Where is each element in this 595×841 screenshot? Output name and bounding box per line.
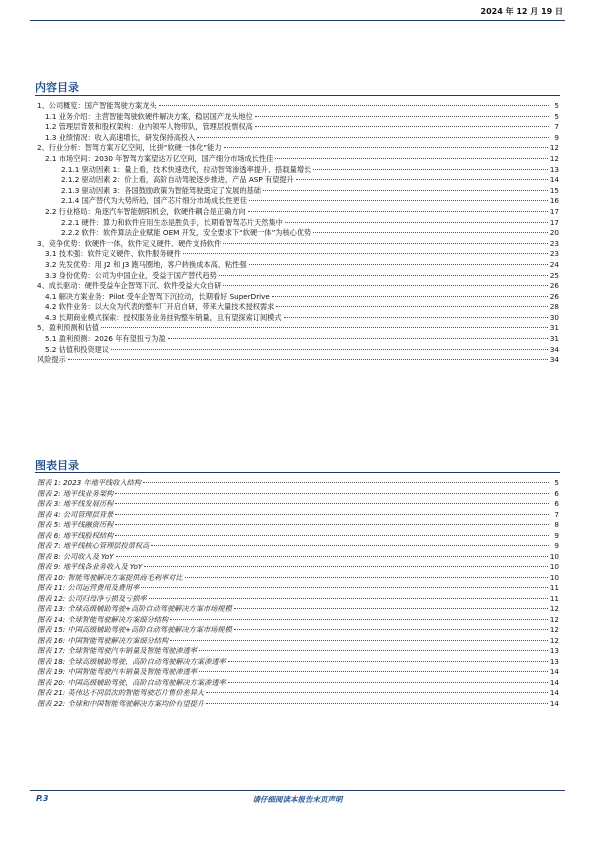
figure-entry-title: 图表 11: 公司运营费用及费用率 <box>37 583 140 592</box>
figure-entry-title: 图表 3: 地平线发展历程 <box>37 499 114 508</box>
toc-entry[interactable] <box>37 133 559 144</box>
toc-entry[interactable] <box>37 239 559 250</box>
toc-entry-title: 2.1 市场空间：2030 年智驾方案望达万亿空间，国产细分市场成长性佳 <box>45 153 274 163</box>
figure-entry-page: 13 <box>549 646 559 655</box>
figure-entry-title: 图表 5: 地平线融资历程 <box>37 520 114 529</box>
toc-entry[interactable] <box>37 355 559 366</box>
figure-entry-page: 7 <box>554 509 559 519</box>
toc-entry-page: 25 <box>549 270 559 280</box>
dot-leader <box>183 253 548 254</box>
figure-entry-title: 图表 16: 中国智能驾驶解决方案细分结构 <box>37 635 169 645</box>
dot-leader <box>115 503 549 504</box>
figure-entry[interactable] <box>37 531 559 542</box>
figure-entry-page: 12 <box>549 625 559 634</box>
dot-leader <box>248 211 548 212</box>
figure-entry-page: 9 <box>554 541 559 550</box>
figure-entry[interactable] <box>37 594 559 605</box>
dot-leader <box>170 640 548 641</box>
figure-entry-page: 11 <box>549 583 559 592</box>
toc-entry-title: 4.3 长期商业模式探索：授权服务业务挂钩整车销量，且有望探索订阅模式 <box>45 312 282 322</box>
figure-list <box>37 478 559 709</box>
figure-entry-title: 图表 22: 全球和中国智能驾驶解决方案均价有望提升 <box>37 698 205 708</box>
toc-title-divider <box>35 95 560 96</box>
figure-entry-title: 图表 18: 全球高级辅助驾驶、高阶自动驾驶解决方案渗透率 <box>37 656 226 666</box>
toc-entry-title: 2、行业分析：智驾方案万亿空间，比拼“软硬一体化”能力 <box>37 143 222 153</box>
dot-leader <box>141 587 547 588</box>
toc-entry-page: 31 <box>549 323 559 333</box>
toc-entry-title: 3.2 先发优势：用 J2 和 J3 跑马圈地，客户转换成本高、粘性强 <box>45 259 247 269</box>
figure-entry-title: 图表 20: 中国高级辅助驾驶、高阶自动驾驶解决方案渗透率 <box>37 677 226 687</box>
toc-entry[interactable] <box>37 196 559 207</box>
dot-leader <box>255 116 549 117</box>
toc-entry-title: 1.2 管理层背景和股权架构：业内领军人物带队，管理层投票权高 <box>45 122 253 132</box>
figure-entry-page: 5 <box>554 478 559 487</box>
figure-entry-title: 图表 14: 全球智能驾驶解决方案细分结构 <box>37 614 169 624</box>
figure-entry[interactable] <box>37 688 559 699</box>
figure-entry[interactable] <box>37 478 559 489</box>
figure-entry-page: 10 <box>549 551 559 561</box>
figure-entry-page: 10 <box>549 572 559 582</box>
toc-entry[interactable] <box>37 154 559 165</box>
dot-leader <box>285 222 548 223</box>
figure-entry[interactable] <box>37 573 559 584</box>
toc-entry-page: 31 <box>549 334 559 344</box>
figure-entry[interactable] <box>37 499 559 510</box>
figure-entry-page: 8 <box>554 520 559 529</box>
dot-leader <box>151 545 549 546</box>
toc-entry-page: 12 <box>549 143 559 153</box>
toc-entry[interactable] <box>37 313 559 324</box>
figure-entry-title: 图表 2: 地平线业务架构 <box>37 488 114 498</box>
dot-leader <box>284 317 548 318</box>
toc-entry[interactable] <box>37 271 559 282</box>
dot-leader <box>255 126 549 127</box>
figure-entry-page: 14 <box>549 688 559 697</box>
figure-entry[interactable] <box>37 636 559 647</box>
toc-entry-page: 34 <box>549 344 559 354</box>
toc-entry[interactable] <box>37 228 559 239</box>
figure-entry[interactable] <box>37 541 559 552</box>
figure-entry-page: 12 <box>549 614 559 624</box>
toc-entry-page: 7 <box>554 122 559 132</box>
figure-list-title-divider <box>35 472 560 473</box>
figure-entry[interactable] <box>37 678 559 689</box>
figure-entry-page: 11 <box>549 593 559 603</box>
dot-leader <box>249 264 548 265</box>
dot-leader <box>68 359 548 360</box>
figure-entry[interactable] <box>37 699 559 710</box>
toc-entry-page: 5 <box>554 101 559 110</box>
toc-entry[interactable] <box>37 218 559 229</box>
figure-entry-page: 10 <box>549 562 559 571</box>
dot-leader <box>219 275 548 276</box>
dot-leader <box>159 105 549 106</box>
figure-entry-page: 12 <box>549 604 559 613</box>
toc-entry[interactable] <box>37 101 559 112</box>
dot-leader <box>115 514 549 515</box>
toc-entry[interactable] <box>37 260 559 271</box>
figure-entry[interactable] <box>37 583 559 594</box>
dot-leader <box>263 190 548 191</box>
figure-entry-page: 13 <box>549 656 559 666</box>
figure-entry[interactable] <box>37 520 559 531</box>
dot-leader <box>313 169 548 170</box>
dot-leader <box>149 598 548 599</box>
toc-entry[interactable] <box>37 165 559 176</box>
figure-entry-title: 图表 6: 地平线股权结构 <box>37 530 114 540</box>
figure-entry-title: 图表 8: 公司收入及 YoY <box>37 551 114 561</box>
dot-leader <box>185 577 548 578</box>
figure-entry[interactable] <box>37 667 559 678</box>
toc-entry[interactable] <box>37 302 559 313</box>
figure-entry-title: 图表 7: 地平线核心管理层投票权高 <box>37 541 150 550</box>
dot-leader <box>115 524 549 525</box>
toc-entry-title: 2.2 行业格局：角逐汽车智能朝阳机会，软硬件耦合是正确方向 <box>45 206 246 216</box>
table-of-contents <box>37 101 559 366</box>
toc-entry-title: 2.1.4 国产替代为大势所趋，国产芯片细分市场成长性更佳 <box>61 196 247 206</box>
dot-leader <box>234 608 548 609</box>
dot-leader <box>249 200 548 201</box>
disclaimer-note: 请仔细阅读本报告末页声明 <box>252 795 343 804</box>
report-date: 2024 年 12 月 19 日 <box>480 7 563 16</box>
toc-entry-title: 4.1 解决方案业务：Pilot 受车企智驾下沉拉动，长期看好 SuperDrive <box>45 291 270 301</box>
figure-entry-title: 图表 10: 智能驾驶解决方案提供商毛利率对比 <box>37 572 183 582</box>
figure-entry-title: 图表 13: 全球高级辅助驾驶+高阶自动驾驶解决方案市场规模 <box>37 604 232 613</box>
figure-entry-page: 14 <box>549 677 559 687</box>
toc-entry-title: 1.3 业绩情况：收入高速增长，研发保持高投入 <box>45 132 196 142</box>
toc-entry-page: 26 <box>549 281 559 291</box>
dot-leader <box>101 327 548 328</box>
dot-leader <box>223 285 548 286</box>
toc-entry-page: 13 <box>549 164 559 174</box>
dot-leader <box>228 682 548 683</box>
dot-leader <box>116 556 548 557</box>
toc-entry[interactable] <box>37 323 559 334</box>
dot-leader <box>199 650 548 651</box>
dot-leader <box>296 179 548 180</box>
toc-entry-page: 26 <box>549 291 559 301</box>
toc-entry-title: 5、盈利预测和估值 <box>37 323 100 333</box>
figure-entry[interactable] <box>37 615 559 626</box>
toc-entry-title: 4、成长驱动：硬件受益车企智驾下沉、软件受益大众自研 <box>37 281 222 291</box>
dot-leader <box>111 349 548 350</box>
figure-entry[interactable] <box>37 657 559 668</box>
figure-entry-page: 6 <box>554 488 559 498</box>
toc-entry-page: 12 <box>549 153 559 163</box>
figure-entry[interactable] <box>37 625 559 636</box>
toc-entry[interactable] <box>37 249 559 260</box>
toc-entry-page: 17 <box>549 217 559 227</box>
toc-entry-page: 30 <box>549 312 559 322</box>
figure-entry-page: 9 <box>554 530 559 540</box>
dot-leader <box>170 619 548 620</box>
figure-entry[interactable] <box>37 510 559 521</box>
toc-title: 内容目录 <box>35 81 79 94</box>
toc-entry-title: 3.3 身份优势：公司为中国企业，受益于国产替代趋势 <box>45 270 217 280</box>
toc-entry-page: 24 <box>549 259 559 269</box>
dot-leader <box>168 338 548 339</box>
dot-leader <box>115 493 549 494</box>
toc-entry[interactable] <box>37 175 559 186</box>
toc-entry[interactable] <box>37 122 559 133</box>
toc-entry-page: 5 <box>554 111 559 121</box>
figure-entry-title: 图表 9: 地平线各业务收入及 YoY <box>37 562 143 571</box>
toc-entry[interactable] <box>37 207 559 218</box>
toc-entry-title: 2.1.3 驱动因素 3：各国鼓励政策为智能驾驶奠定了发展的基础 <box>61 185 261 195</box>
toc-entry-page: 28 <box>549 302 559 312</box>
toc-entry-page: 9 <box>554 132 559 142</box>
dot-leader <box>197 137 549 138</box>
toc-entry-title: 2.1.1 驱动因素 1：量上看，技术快速迭代，拉动智驾渗透率提升、搭载量增长 <box>61 164 312 174</box>
header-divider <box>30 20 565 21</box>
dot-leader <box>206 703 548 704</box>
footer-divider <box>30 790 565 791</box>
dot-leader <box>313 232 548 233</box>
toc-entry[interactable] <box>37 112 559 123</box>
toc-entry-title: 3、竞争优势：软硬件一体，软件定义硬件、硬件支持软件 <box>37 238 222 248</box>
figure-list-title: 图表目录 <box>35 459 79 472</box>
dot-leader <box>143 482 549 483</box>
figure-entry-title: 图表 1: 2023 年地平线收入结构 <box>37 478 142 487</box>
dot-leader <box>228 661 548 662</box>
dot-leader <box>224 147 548 148</box>
toc-entry-title: 2.2.1 硬件：算力和软件应用生态是胜负手，长期看智驾芯片天然集中 <box>61 217 283 227</box>
dot-leader <box>115 535 549 536</box>
figure-entry-title: 图表 21: 英伟达不同层次的智能驾驶芯片售价差异大 <box>37 688 205 697</box>
toc-entry[interactable] <box>37 143 559 154</box>
toc-entry-title: 2.1.2 驱动因素 2：价上看，高阶自动驾驶逐步推进，产品 ASP 有望提升 <box>61 175 294 185</box>
toc-entry[interactable] <box>37 186 559 197</box>
figure-entry-title: 图表 17: 全球智能驾驶汽车销量及智能驾驶渗透率 <box>37 646 197 655</box>
toc-entry-title: 5.1 盈利预测：2026 年有望扭亏为盈 <box>45 334 166 344</box>
figure-entry-page: 12 <box>549 635 559 645</box>
figure-entry-title: 图表 12: 公司归母净亏损及亏损率 <box>37 593 147 603</box>
toc-entry-page: 23 <box>549 238 559 248</box>
dot-leader <box>272 296 548 297</box>
toc-entry-page: 23 <box>549 249 559 259</box>
toc-entry-page: 15 <box>549 185 559 195</box>
figure-entry-title: 图表 4: 公司管理层背景 <box>37 509 114 519</box>
dot-leader <box>223 243 548 244</box>
toc-entry-page: 16 <box>549 196 559 206</box>
toc-entry-title: 风险提示 <box>37 355 66 365</box>
toc-entry-page: 14 <box>549 175 559 185</box>
figure-entry[interactable] <box>37 646 559 657</box>
toc-entry-title: 1.1 业务介绍：主营智能驾驶软硬件解决方案，稳居国产龙头地位 <box>45 111 253 121</box>
toc-entry-title: 5.2 估值和投资建议 <box>45 344 110 354</box>
figure-entry[interactable] <box>37 552 559 563</box>
dot-leader <box>206 692 548 693</box>
toc-entry-page: 34 <box>549 355 559 365</box>
figure-entry-title: 图表 19: 中国智能驾驶汽车销量及智能驾驶渗透率 <box>37 667 197 676</box>
dot-leader <box>234 629 548 630</box>
toc-entry-title: 3.1 技术强：软件定义硬件、软件服务硬件 <box>45 249 181 259</box>
dot-leader <box>275 158 547 159</box>
toc-entry-title: 1、公司概览：国产智能驾驶方案龙头 <box>37 101 157 110</box>
toc-entry[interactable] <box>37 292 559 303</box>
figure-entry-title: 图表 15: 中国高级辅助驾驶+高阶自动驾驶解决方案市场规模 <box>37 625 232 634</box>
figure-entry-page: 14 <box>549 667 559 676</box>
toc-entry-title: 2.2.2 软件：软件算法企业赋能 OEM 开发，安全要求下“软硬一体”为核心优势 <box>61 228 312 238</box>
figure-entry[interactable] <box>37 604 559 615</box>
toc-entry-page: 17 <box>549 206 559 216</box>
figure-entry-page: 14 <box>549 698 559 708</box>
toc-entry-title: 4.2 软件业务：以大众为代表的整车厂开启自研，带来大量技术授权需求 <box>45 302 275 312</box>
toc-entry[interactable] <box>37 334 559 345</box>
page-number: P.3 <box>36 794 49 803</box>
figure-entry[interactable] <box>37 489 559 500</box>
toc-entry[interactable] <box>37 281 559 292</box>
figure-entry-page: 6 <box>554 499 559 508</box>
dot-leader <box>199 671 548 672</box>
figure-entry[interactable] <box>37 562 559 573</box>
toc-entry-page: 20 <box>549 228 559 238</box>
toc-entry[interactable] <box>37 345 559 356</box>
dot-leader <box>144 566 548 567</box>
dot-leader <box>276 306 548 307</box>
